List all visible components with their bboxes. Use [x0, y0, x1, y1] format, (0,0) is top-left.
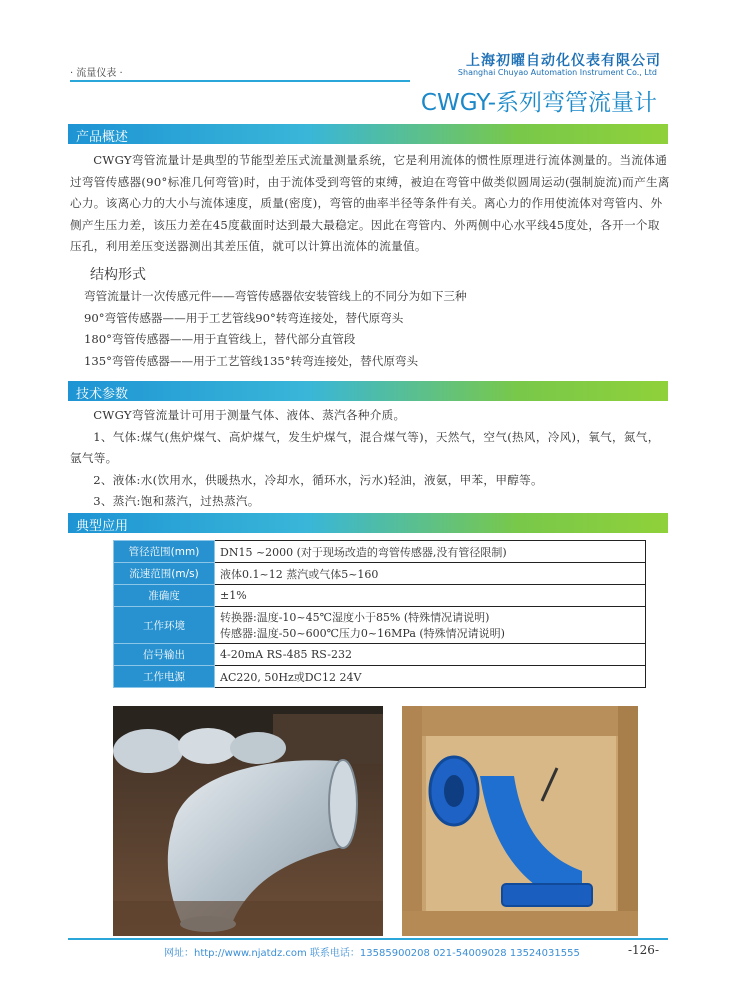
spec-value	[215, 607, 646, 644]
overview-paragraph: CWGY弯管流量计是典型的节能型差压式流量测量系统，它是利用流体的惯性原理进行流体测量的。当流体通过弯管传感器(90°标准几何弯管)时，由于流体受到弯管的束缚，被迫在弯管中做类似圆周运动(强制旋流)而产生离心力。该离心力的大小与流体速度，质量(密度)，弯管的曲率半径等条件有关。离心力的作用使流体对弯管内、外侧产生压力差，该压力差在45度截面时达到最大最稳定。因此在弯管内、外两侧中心水平线45度处，各开一个取压孔，利用差压变送器测出其差压值，就可以计算出流体的流量值。	[70, 153, 670, 254]
spec-value: AC220, 50Hz或DC12 24V	[215, 666, 646, 688]
page-number: -126-	[627, 943, 659, 957]
tech-item-liquid: 2、液体:水(饮用水，供暖热水，冷却水，循环水，污水)轻油，液氨，甲苯，甲醇等。	[93, 472, 543, 487]
tech-intro: CWGY弯管流量计可用于测量气体、液体、蒸汽各种介质。	[93, 408, 406, 422]
blue-elbow-image	[402, 706, 638, 936]
spec-value: 液体0.1~12 蒸汽或气体5~160	[215, 563, 646, 585]
table-row	[114, 541, 646, 563]
table-row	[114, 607, 646, 644]
section-bar-overview	[68, 124, 668, 144]
category-label: · 流量仪表 ·	[70, 68, 123, 79]
section-bar-tech	[68, 381, 668, 401]
tech-item-gas: 1、气体:煤气(焦炉煤气、高炉煤气，发生炉煤气，混合煤气等)，天然气，空气(热风，冷风)，氧气，氮气，氩气等。	[70, 429, 660, 466]
footer-contact: 网址：http://www.njatdz.com 联系电话：13585900208 021-54009028 13524031555	[164, 948, 580, 959]
header-divider	[70, 80, 410, 82]
structure-line: 弯管流量计一次传感元件——弯管传感器依安装管线上的不同分为如下三种	[84, 289, 467, 303]
company-name-cn: 上海初曜自动化仪表有限公司	[466, 53, 661, 69]
photo-blue-elbow-in-crate	[402, 706, 638, 936]
spec-value: DN15 ~2000 (对于现场改造的弯管传感器,没有管径限制)	[215, 541, 646, 563]
structure-heading: 结构形式	[90, 267, 146, 283]
spec-key: 管径范围(mm)	[114, 541, 215, 563]
section-bar-application	[68, 513, 668, 533]
section-heading-application: 典型应用	[76, 519, 129, 534]
footer-divider	[68, 938, 668, 940]
spec-value-line: 转换器:温度-10~45℃湿度小于85% (特殊情况请说明)	[220, 611, 490, 624]
spec-value: ±1%	[215, 585, 646, 607]
table-row	[114, 666, 646, 688]
page-title: CWGY-系列弯管流量计	[420, 90, 657, 116]
galvanized-elbow-image	[113, 706, 383, 936]
spec-key: 工作电源	[114, 666, 215, 688]
spec-value-line: 传感器:温度-50~600℃压力0~16MPa (特殊情况请说明)	[220, 627, 505, 640]
table-row	[114, 644, 646, 666]
structure-line: 135°弯管传感器——用于工艺管线135°转弯连接处，替代原弯头	[84, 353, 419, 368]
spec-table	[113, 540, 646, 688]
tech-text	[70, 405, 670, 513]
spec-key: 流速范围(m/s)	[114, 563, 215, 585]
spec-key: 准确度	[114, 585, 215, 607]
section-heading-tech: 技术参数	[76, 387, 129, 402]
photo-galvanized-elbow	[113, 706, 383, 936]
spec-key: 工作环境	[114, 607, 215, 644]
section-heading-overview: 产品概述	[76, 130, 129, 145]
table-row	[114, 585, 646, 607]
spec-key: 信号输出	[114, 644, 215, 666]
tech-item-steam: 3、蒸汽:饱和蒸汽，过热蒸汽。	[93, 494, 260, 509]
structure-line: 90°弯管传感器——用于工艺管线90°转弯连接处，替代原弯头	[84, 310, 404, 325]
spec-value: 4-20mA RS-485 RS-232	[215, 644, 646, 666]
structure-list	[84, 286, 467, 372]
company-name-en: Shanghai Chuyao Automation Instrument Co., Ltd	[457, 68, 657, 77]
table-row	[114, 563, 646, 585]
overview-text	[70, 150, 670, 258]
structure-line: 180°弯管传感器——用于直管线上，替代部分直管段	[84, 332, 356, 346]
